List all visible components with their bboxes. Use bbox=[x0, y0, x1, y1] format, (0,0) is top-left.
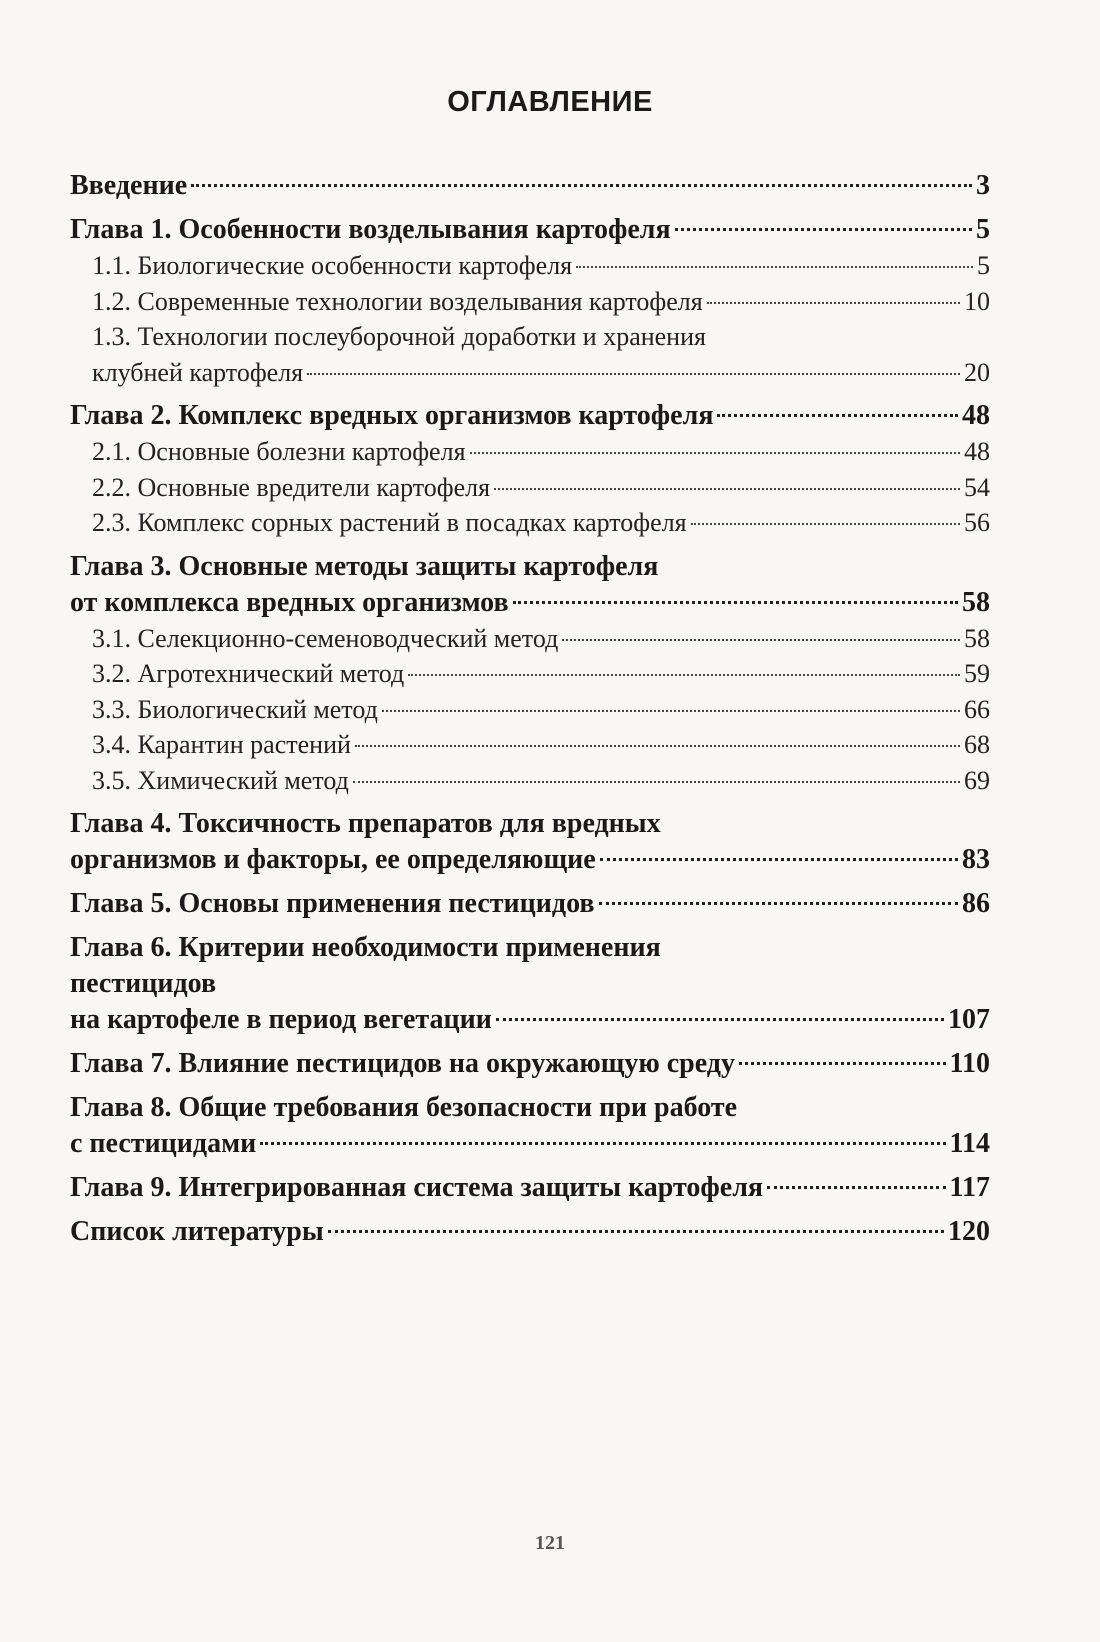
toc-section-entry bbox=[70, 284, 990, 320]
toc-entry-line bbox=[70, 1126, 990, 1162]
toc-entry-line bbox=[70, 585, 990, 621]
toc-entry-page: 83 bbox=[962, 844, 990, 875]
toc-entry-page: 58 bbox=[964, 623, 990, 653]
toc-entry-page: 3 bbox=[976, 170, 990, 201]
toc-chapter-entry bbox=[70, 806, 990, 878]
toc-entry-title: 2.3. Комплекс сорных растений в посадках картофеля bbox=[92, 508, 687, 537]
toc-entry-page: 66 bbox=[964, 694, 990, 724]
toc-entry-page: 114 bbox=[949, 1128, 990, 1159]
dot-leader bbox=[328, 1230, 944, 1233]
dot-leader bbox=[576, 266, 973, 268]
toc-entry-title: Список литературы bbox=[70, 1216, 324, 1247]
dot-leader bbox=[496, 1018, 944, 1021]
toc-entry-line bbox=[70, 842, 990, 878]
toc-entry-line bbox=[92, 355, 990, 391]
toc-entry-line bbox=[92, 656, 990, 692]
toc-entry-line bbox=[70, 1046, 990, 1082]
toc-entry-title: Глава 6. Критерии необходимости применения bbox=[70, 932, 661, 963]
page-title: ОГЛАВЛЕНИЕ bbox=[447, 86, 653, 118]
toc-section-entry bbox=[70, 470, 990, 506]
toc-entry-line bbox=[70, 1090, 990, 1126]
dot-leader bbox=[470, 452, 960, 454]
toc-entry-title: Глава 8. Общие требования безопасности при работе bbox=[70, 1092, 738, 1123]
toc-entry-line bbox=[70, 930, 990, 966]
toc-section-entry bbox=[70, 692, 990, 728]
toc-entry-title: Глава 2. Комплекс вредных организмов картофеля bbox=[70, 400, 714, 431]
toc-entry-page: 5 bbox=[977, 251, 990, 280]
toc-entry-line bbox=[70, 398, 990, 434]
dot-leader bbox=[600, 858, 958, 861]
toc-section-entry bbox=[70, 621, 990, 657]
toc-entry-line bbox=[92, 505, 990, 541]
table-of-contents bbox=[70, 168, 990, 1250]
toc-entry-title: 1.3. Технологии послеуборочной доработки и хранения bbox=[92, 322, 706, 351]
toc-entry-line bbox=[70, 168, 990, 204]
toc-entry-title: Введение bbox=[70, 170, 188, 201]
toc-chapter-entry bbox=[70, 398, 990, 434]
toc-entry-page: 56 bbox=[964, 508, 990, 537]
toc-entry-title: пестицидов bbox=[70, 968, 217, 999]
toc-entry-page: 59 bbox=[964, 659, 990, 688]
toc-entry-page: 69 bbox=[964, 765, 990, 795]
toc-entry-page: 58 bbox=[962, 586, 990, 618]
toc-entry-line bbox=[92, 621, 990, 657]
toc-entry-title: 1.2. Современные технологии возделывания картофеля bbox=[92, 286, 703, 316]
toc-entry-page: 48 bbox=[964, 437, 990, 466]
toc-entry-page: 10 bbox=[964, 286, 990, 316]
toc-entry-page: 48 bbox=[962, 400, 990, 431]
toc-entry-line bbox=[70, 966, 990, 1002]
dot-leader bbox=[562, 639, 960, 641]
dot-leader bbox=[307, 373, 960, 375]
dot-leader bbox=[494, 488, 960, 490]
toc-chapter-entry bbox=[70, 1214, 990, 1250]
toc-entry-title: Глава 5. Основы применения пестицидов bbox=[70, 888, 595, 919]
toc-entry-line bbox=[70, 806, 990, 842]
toc-entry-line bbox=[92, 248, 990, 284]
toc-chapter-entry bbox=[70, 212, 990, 248]
toc-entry-title: 2.2. Основные вредители картофеля bbox=[92, 472, 491, 502]
toc-entry-line bbox=[70, 1214, 990, 1250]
toc-chapter-entry bbox=[70, 1090, 990, 1162]
toc-entry-title: 1.1. Биологические особенности картофеля bbox=[92, 251, 573, 280]
toc-entry-title: 3.1. Селекционно-семеноводческий метод bbox=[92, 623, 559, 653]
toc-entry-line bbox=[92, 692, 990, 728]
toc-entry-line bbox=[70, 1170, 990, 1206]
dot-leader bbox=[191, 184, 972, 187]
toc-entry-title: Глава 9. Интегрированная система защиты картофеля bbox=[70, 1172, 764, 1203]
toc-entry-title: с пестицидами bbox=[70, 1128, 257, 1159]
toc-entry-title: Глава 4. Токсичность препаратов для вредных bbox=[70, 808, 661, 839]
toc-entry-page: 5 bbox=[976, 214, 990, 245]
toc-entry-title: на картофеле в период вегетации bbox=[70, 1004, 492, 1035]
toc-section-entry bbox=[70, 248, 990, 284]
toc-section-entry bbox=[70, 505, 990, 541]
toc-section-entry bbox=[70, 656, 990, 692]
toc-entry-line bbox=[92, 470, 990, 506]
toc-chapter-entry bbox=[70, 1170, 990, 1206]
toc-entry-title: 3.3. Биологический метод bbox=[92, 694, 378, 724]
toc-entry-line bbox=[92, 319, 990, 355]
dot-leader bbox=[353, 781, 960, 783]
toc-entry-title: Глава 3. Основные методы защиты картофеля bbox=[70, 550, 659, 582]
toc-entry-line bbox=[70, 212, 990, 248]
toc-entry-line bbox=[92, 727, 990, 763]
toc-entry-line bbox=[70, 886, 990, 922]
dot-leader bbox=[599, 902, 959, 905]
dot-leader bbox=[707, 302, 960, 304]
dot-leader bbox=[675, 228, 972, 231]
toc-chapter-entry bbox=[70, 1046, 990, 1082]
toc-entry-title: 3.2. Агротехнический метод bbox=[92, 659, 405, 688]
dot-leader bbox=[513, 601, 958, 604]
toc-section-entry bbox=[70, 727, 990, 763]
dot-leader bbox=[767, 1186, 945, 1189]
toc-entry-page: 68 bbox=[964, 730, 990, 759]
toc-section-entry bbox=[70, 319, 990, 390]
toc-entry-line bbox=[92, 763, 990, 799]
dot-leader bbox=[260, 1142, 945, 1145]
dot-leader bbox=[355, 745, 960, 747]
toc-entry-line bbox=[70, 1002, 990, 1038]
toc-chapter-entry bbox=[70, 168, 990, 204]
toc-entry-page: 120 bbox=[948, 1216, 990, 1247]
toc-chapter-entry bbox=[70, 549, 990, 621]
toc-entry-title: 3.4. Карантин растений bbox=[92, 730, 351, 759]
toc-entry-page: 86 bbox=[962, 888, 990, 919]
toc-entry-page: 117 bbox=[949, 1172, 990, 1203]
toc-entry-title: Глава 7. Влияние пестицидов на окружающую среду bbox=[70, 1048, 735, 1079]
toc-entry-page: 54 bbox=[964, 472, 990, 502]
dot-leader bbox=[691, 523, 960, 525]
dot-leader bbox=[382, 710, 960, 712]
toc-entry-page: 107 bbox=[948, 1004, 990, 1035]
dot-leader bbox=[717, 414, 958, 417]
toc-entry-line bbox=[70, 549, 990, 585]
toc-chapter-entry bbox=[70, 930, 990, 1038]
toc-entry-title: клубней картофеля bbox=[92, 357, 304, 387]
toc-section-entry bbox=[70, 434, 990, 470]
toc-entry-title: 3.5. Химический метод bbox=[92, 765, 349, 795]
page-number: 121 bbox=[535, 1532, 565, 1554]
dot-leader bbox=[408, 674, 960, 676]
toc-entry-page: 20 bbox=[964, 357, 990, 387]
dot-leader bbox=[739, 1062, 946, 1065]
toc-chapter-entry bbox=[70, 886, 990, 922]
toc-entry-title: организмов и факторы, ее определяющие bbox=[70, 844, 596, 875]
toc-entry-title: 2.1. Основные болезни картофеля bbox=[92, 437, 466, 466]
toc-entry-line bbox=[92, 434, 990, 470]
toc-entry-title: от комплекса вредных организмов bbox=[70, 586, 509, 618]
toc-entry-line bbox=[92, 284, 990, 320]
toc-entry-title: Глава 1. Особенности возделывания картофеля bbox=[70, 214, 671, 245]
toc-section-entry bbox=[70, 763, 990, 799]
toc-entry-page: 110 bbox=[949, 1048, 990, 1079]
